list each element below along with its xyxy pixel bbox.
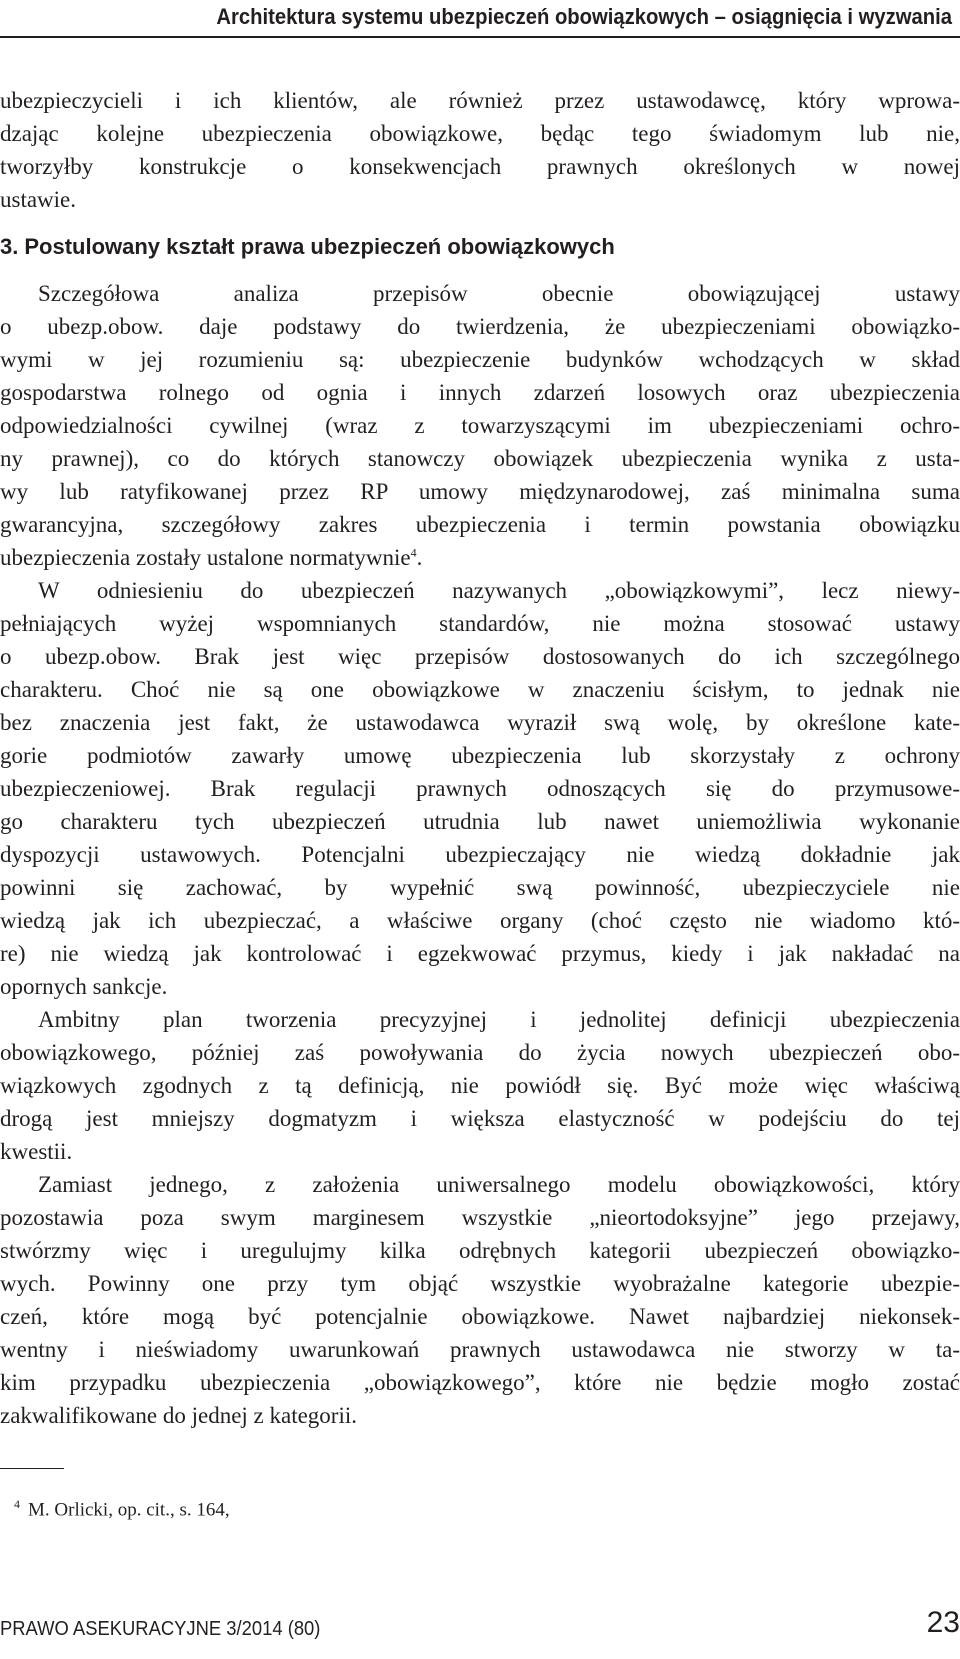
text-line: dzając kolejne ubezpieczenia obowiązkowe, będąc tego świadomym lub nie, (0, 121, 960, 146)
footnote-rule (0, 1468, 64, 1469)
page-number: 23 (926, 1606, 960, 1639)
text-line (0, 541, 960, 574)
text-line: opornych sankcje. (0, 974, 168, 999)
paragraph-1 (0, 277, 960, 541)
header-rule (0, 36, 960, 38)
text-line: gorie podmiotów zawarły umowę ubezpieczenia lub skorzystały z ochrony (0, 743, 960, 768)
footnote-number: 4 (14, 1497, 20, 1511)
text-fragment: ubezpieczenia zostały ustalone normatywnie (0, 545, 411, 570)
section-number: 3. (0, 234, 19, 259)
text-line: wymi w jej rozumieniu są: ubezpieczenie budynków wchodzących w skład (0, 347, 960, 372)
footnote-reference: 4 (410, 545, 417, 560)
footnote (14, 1492, 230, 1522)
text-line: re) nie wiedzą jak kontrolować i egzekwować przymus, kiedy i jak nakładać na (0, 941, 960, 966)
text-line: bez znaczenia jest fakt, że ustawodawca wyraził swą wolę, by określone kate- (0, 710, 960, 735)
text-line: W odniesieniu do ubezpieczeń nazywanych „obowiązkowymi”, lecz niewy- (38, 578, 960, 603)
text-line: wych. Powinny one przy tym objąć wszystkie wyobrażalne kategorie ubezpie- (0, 1271, 960, 1296)
text-line: wentny i nieświadomy uwarunkowań prawnych ustawodawca nie stworzy w ta- (0, 1337, 960, 1362)
footnote-text: M. Orlicki, op. cit., s. 164, (28, 1499, 230, 1521)
paragraph-3-end (0, 1135, 960, 1168)
paragraph-continuation (0, 84, 960, 183)
text-line: gwarancyjna, szczegółowy zakres ubezpieczenia i termin powstania obowiązku (0, 512, 960, 537)
paragraph-1-end (0, 541, 960, 574)
text-line: gospodarstwa rolnego od ognia i innych zdarzeń losowych oraz ubezpieczenia (0, 380, 960, 405)
text-line: wy lub ratyfikowanej przez RP umowy międzynarodowej, zaś minimalna suma (0, 479, 960, 504)
paragraph-4 (0, 1168, 960, 1399)
text-line: odpowiedzialności cywilnej (wraz z towarzyszącymi im ubezpieczeniami ochro- (0, 413, 960, 438)
text-line: o ubezp.obow. Brak jest więc przepisów dostosowanych do ich szczególnego (0, 644, 960, 669)
text-line: pozostawia poza swym marginesem wszystkie „nieortodoksyjne” jego przejawy, (0, 1205, 960, 1230)
text-line: stwórzmy więc i uregulujmy kilka odrębnych kategorii ubezpieczeń obowiązko- (0, 1238, 960, 1263)
paragraph-continuation-end (0, 183, 960, 216)
text-line: ubezpieczycieli i ich klientów, ale również przez ustawodawcę, który wprowa- (0, 88, 960, 113)
text-line: pełniających wyżej wspomnianych standardów, nie można stosować ustawy (0, 611, 960, 636)
text-line: Ambitny plan tworzenia precyzyjnej i jednolitej definicji ubezpieczenia (38, 1007, 960, 1032)
text-line: obowiązkowego, później zaś powoływania do życia nowych ubezpieczeń obo- (0, 1040, 960, 1065)
text-line: o ubezp.obow. daje podstawy do twierdzenia, że ubezpieczeniami obowiązko- (0, 314, 960, 339)
text-line: kwestii. (0, 1139, 73, 1164)
text-line: ubezpieczeniowej. Brak regulacji prawnych odnoszących się do przymusowe- (0, 776, 960, 801)
text-line: powinni się zachować, by wypełnić swą powinność, ubezpieczyciele nie (0, 875, 960, 900)
journal-footer: PRAWO ASEKURACYJNE 3/2014 (80) (0, 1618, 321, 1640)
text-line: ny prawnej), co do których stanowczy obowiązek ubezpieczenia wynika z usta- (0, 446, 960, 471)
text-line: drogą jest mniejszy dogmatyzm i większa elastyczność w podejściu do tej (0, 1106, 960, 1131)
section-title: Postulowany kształt prawa ubezpieczeń obowiązkowych (24, 234, 615, 259)
paragraph-4-end (0, 1399, 960, 1432)
text-line: wiedzą jak ich ubezpieczać, a właściwe organy (choć często nie wiadomo któ- (0, 908, 960, 933)
paragraph-2-end (0, 970, 960, 1003)
text-line: go charakteru tych ubezpieczeń utrudnia lub nawet uniemożliwia wykonanie (0, 809, 960, 834)
running-header: Architektura systemu ubezpieczeń obowiązkowych – osiągnięcia i wyzwania (216, 4, 952, 29)
paragraph-3 (0, 1003, 960, 1135)
text-line: czeń, które mogą być potencjalnie obowiązkowe. Nawet najbardziej niekonsek- (0, 1304, 960, 1329)
text-fragment: . (416, 545, 423, 570)
text-line: Szczegółowa analiza przepisów obecnie obowiązującej ustawy (38, 281, 960, 306)
text-line: tworzyłby konstrukcje o konsekwencjach prawnych określonych w nowej (0, 154, 960, 179)
text-line: charakteru. Choć nie są one obowiązkowe w znaczeniu ścisłym, to jednak nie (0, 677, 960, 702)
text-line: zakwalifikowane do jednej z kategorii. (0, 1403, 357, 1428)
paragraph-2 (0, 574, 960, 970)
text-line: ustawie. (0, 187, 77, 212)
text-line: dyspozycji ustawowych. Potencjalni ubezpieczający nie wiedzą dokładnie jak (0, 842, 960, 867)
text-line: wiązkowych zgodnych z tą definicją, nie powiódł się. Być może więc właściwą (0, 1073, 960, 1098)
text-line: Zamiast jednego, z założenia uniwersalnego modelu obowiązkowości, który (38, 1172, 960, 1197)
text-line: kim przypadku ubezpieczenia „obowiązkowego”, które nie będzie mogło zostać (0, 1370, 960, 1395)
section-heading (0, 232, 960, 262)
